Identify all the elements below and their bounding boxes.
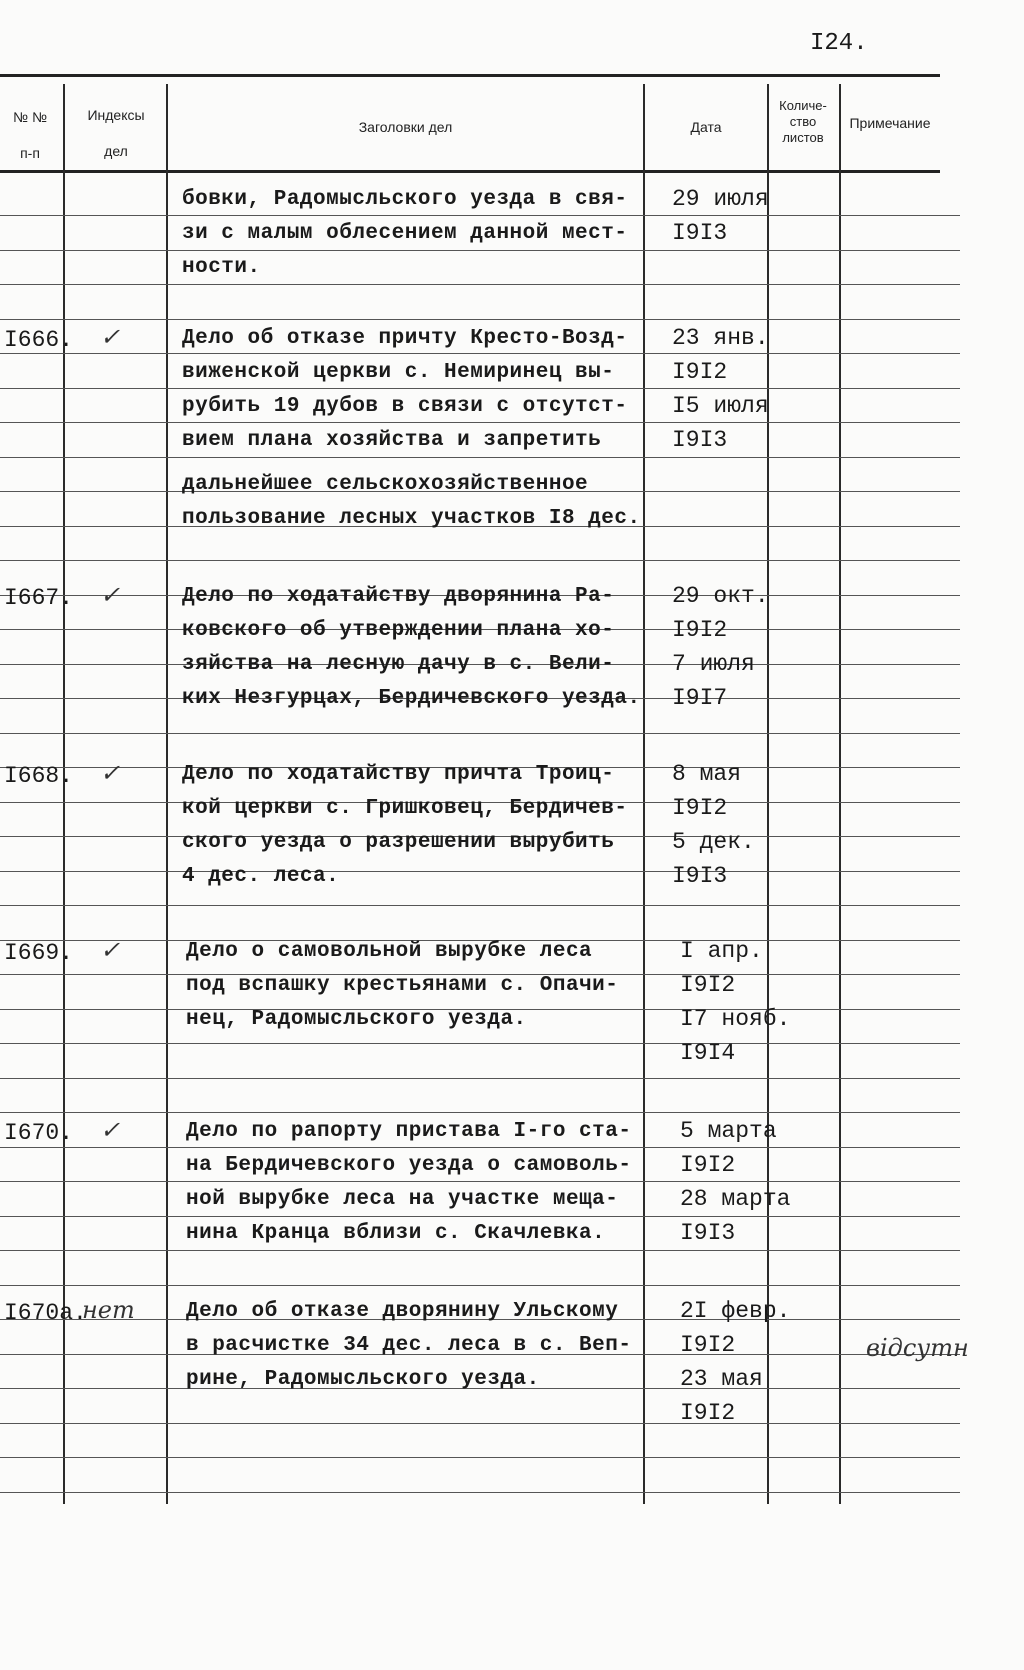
row-rule — [0, 284, 960, 285]
entry-date: I9I3 — [672, 220, 728, 246]
header-index-label: Индексы — [87, 107, 145, 123]
entry-number: I670а. — [4, 1300, 87, 1326]
entry-title-line: виженской церкви с. Немиринец вы- — [182, 361, 615, 384]
header-title: Заголовки дел — [358, 119, 453, 135]
entry-number: I667. — [4, 585, 74, 611]
page-number: I24. — [810, 30, 868, 57]
entry-title-line: нина Кранца вблизи с. Скачлевка. — [186, 1222, 606, 1245]
entry-title-line: зи с малым облесением данной мест- — [182, 222, 628, 245]
row-rule — [0, 1181, 960, 1182]
entry-title-line: пользование лесных участков I8 дес. — [182, 507, 641, 530]
row-rule — [0, 422, 960, 423]
entry-title-line: дальнейшее сельскохозяйственное — [182, 473, 589, 496]
header-index — [66, 106, 166, 160]
entry-number: I670. — [4, 1120, 74, 1146]
entry-title-line: 4 дес. леса. — [182, 865, 340, 888]
entry-title-line: Дело о самовольной вырубке леса — [186, 940, 593, 963]
entry-date: I9I3 — [672, 427, 728, 453]
entry-title-line: рубить 19 дубов в связи с отсутст- — [182, 395, 628, 418]
header-index-sub: дел — [104, 143, 128, 159]
entry-note: відсутн — [866, 1334, 969, 1362]
entry-title-line: рине, Радомысльского уезда. — [186, 1368, 540, 1391]
header-top-rule — [0, 74, 940, 77]
row-rule — [0, 353, 960, 354]
entry-title-line: кой церкви с. Гришковец, Бердичев- — [182, 797, 628, 820]
column-divider — [767, 84, 769, 1504]
entry-title-line: Дело об отказе дворянину Ульскому — [186, 1300, 619, 1323]
header-date: Дата — [690, 119, 722, 135]
entry-title-line: зяйства на лесную дачу в с. Вели- — [182, 653, 615, 676]
header-number — [0, 108, 60, 162]
entry-date: 2I февр. — [680, 1298, 791, 1324]
entry-date: I9I2 — [680, 1400, 736, 1426]
entry-title-line: Дело по ходатайству дворянина Ра- — [182, 585, 615, 608]
entry-date: 7 июля — [672, 651, 755, 677]
header-bottom-rule — [0, 170, 940, 173]
row-rule — [0, 1147, 960, 1148]
row-rule — [0, 1492, 960, 1493]
row-rule — [0, 388, 960, 389]
header-count: Количе- ство листов — [779, 98, 827, 145]
entry-index-mark: ✓ — [100, 323, 121, 351]
entry-date: 8 мая — [672, 761, 742, 787]
row-rule — [0, 215, 960, 216]
entry-date: 23 мая — [680, 1366, 763, 1392]
entry-date: I9I2 — [672, 359, 728, 385]
entry-title-line: в расчистке 34 дес. леса в с. Веп- — [186, 1334, 632, 1357]
header-number-label: № № — [13, 109, 47, 125]
entry-number: I669. — [4, 940, 74, 966]
entry-date: I9I3 — [680, 1220, 736, 1246]
column-divider — [839, 84, 841, 1504]
row-rule — [0, 1423, 960, 1424]
entry-date: I9I2 — [672, 617, 728, 643]
entry-date: I9I2 — [680, 972, 736, 998]
entry-date: I9I4 — [680, 1040, 736, 1066]
row-rule — [0, 1285, 960, 1286]
entry-index-mark: ✓ — [100, 759, 121, 787]
entry-date: I9I2 — [680, 1152, 736, 1178]
row-rule — [0, 871, 960, 872]
row-rule — [0, 733, 960, 734]
column-divider — [643, 84, 645, 1504]
row-rule — [0, 905, 960, 906]
row-rule — [0, 1043, 960, 1044]
entry-index-mark: ✓ — [100, 1116, 121, 1144]
row-rule — [0, 1112, 960, 1113]
entry-title-line: на Бердичевского уезда о самоволь- — [186, 1154, 632, 1177]
entry-date: I9I3 — [672, 863, 728, 889]
header-note: Примечание — [849, 115, 931, 131]
header-number-sub: п-п — [20, 145, 40, 161]
entry-date: 5 дек. — [672, 829, 755, 855]
entry-title-line: ной вырубке леса на участке меща- — [186, 1188, 619, 1211]
row-rule — [0, 560, 960, 561]
row-rule — [0, 1457, 960, 1458]
entry-title-line: бовки, Радомысльского уезда в свя- — [182, 188, 628, 211]
entry-number: I668. — [4, 763, 74, 789]
entry-date: 28 марта — [680, 1186, 791, 1212]
entry-title-line: вием плана хозяйства и запретить — [182, 429, 602, 452]
row-rule — [0, 1216, 960, 1217]
entry-index-mark: ✓ — [100, 936, 121, 964]
entry-title-line: ких Незгурцах, Бердичевского уезда. — [182, 687, 641, 710]
entry-date: I апр. — [680, 938, 763, 964]
entry-date: I7 нояб. — [680, 1006, 791, 1032]
entry-title-line: нец, Радомысльского уезда. — [186, 1008, 527, 1031]
entry-date: 29 июля — [672, 186, 769, 212]
entry-title-line: Дело по рапорту пристава I-го ста- — [186, 1120, 632, 1143]
entry-title-line: ности. — [182, 256, 261, 279]
row-rule — [0, 250, 960, 251]
entry-title-line: ского уезда о разрешении вырубить — [182, 831, 615, 854]
entry-index-mark: ✓ — [100, 581, 121, 609]
row-rule — [0, 457, 960, 458]
entry-date: I5 июля — [672, 393, 769, 419]
entry-date: I9I7 — [672, 685, 728, 711]
column-divider — [63, 84, 65, 1504]
row-rule — [0, 1250, 960, 1251]
entry-title-line: Дело по ходатайству причта Троиц- — [182, 763, 615, 786]
entry-title-line: Дело об отказе причту Кресто-Возд- — [182, 327, 628, 350]
entry-title-line: под вспашку крестьянами с. Опачи- — [186, 974, 619, 997]
row-rule — [0, 319, 960, 320]
row-rule — [0, 1078, 960, 1079]
entry-date: I9I2 — [680, 1332, 736, 1358]
entry-date: 23 янв. — [672, 325, 769, 351]
column-divider — [166, 84, 168, 1504]
entry-title-line: ковского об утверждении плана хо- — [182, 619, 615, 642]
entry-number: I666. — [4, 327, 74, 353]
entry-date: 5 марта — [680, 1118, 777, 1144]
entry-index-mark: нет — [82, 1296, 135, 1324]
entry-date: 29 окт. — [672, 583, 769, 609]
entry-date: I9I2 — [672, 795, 728, 821]
